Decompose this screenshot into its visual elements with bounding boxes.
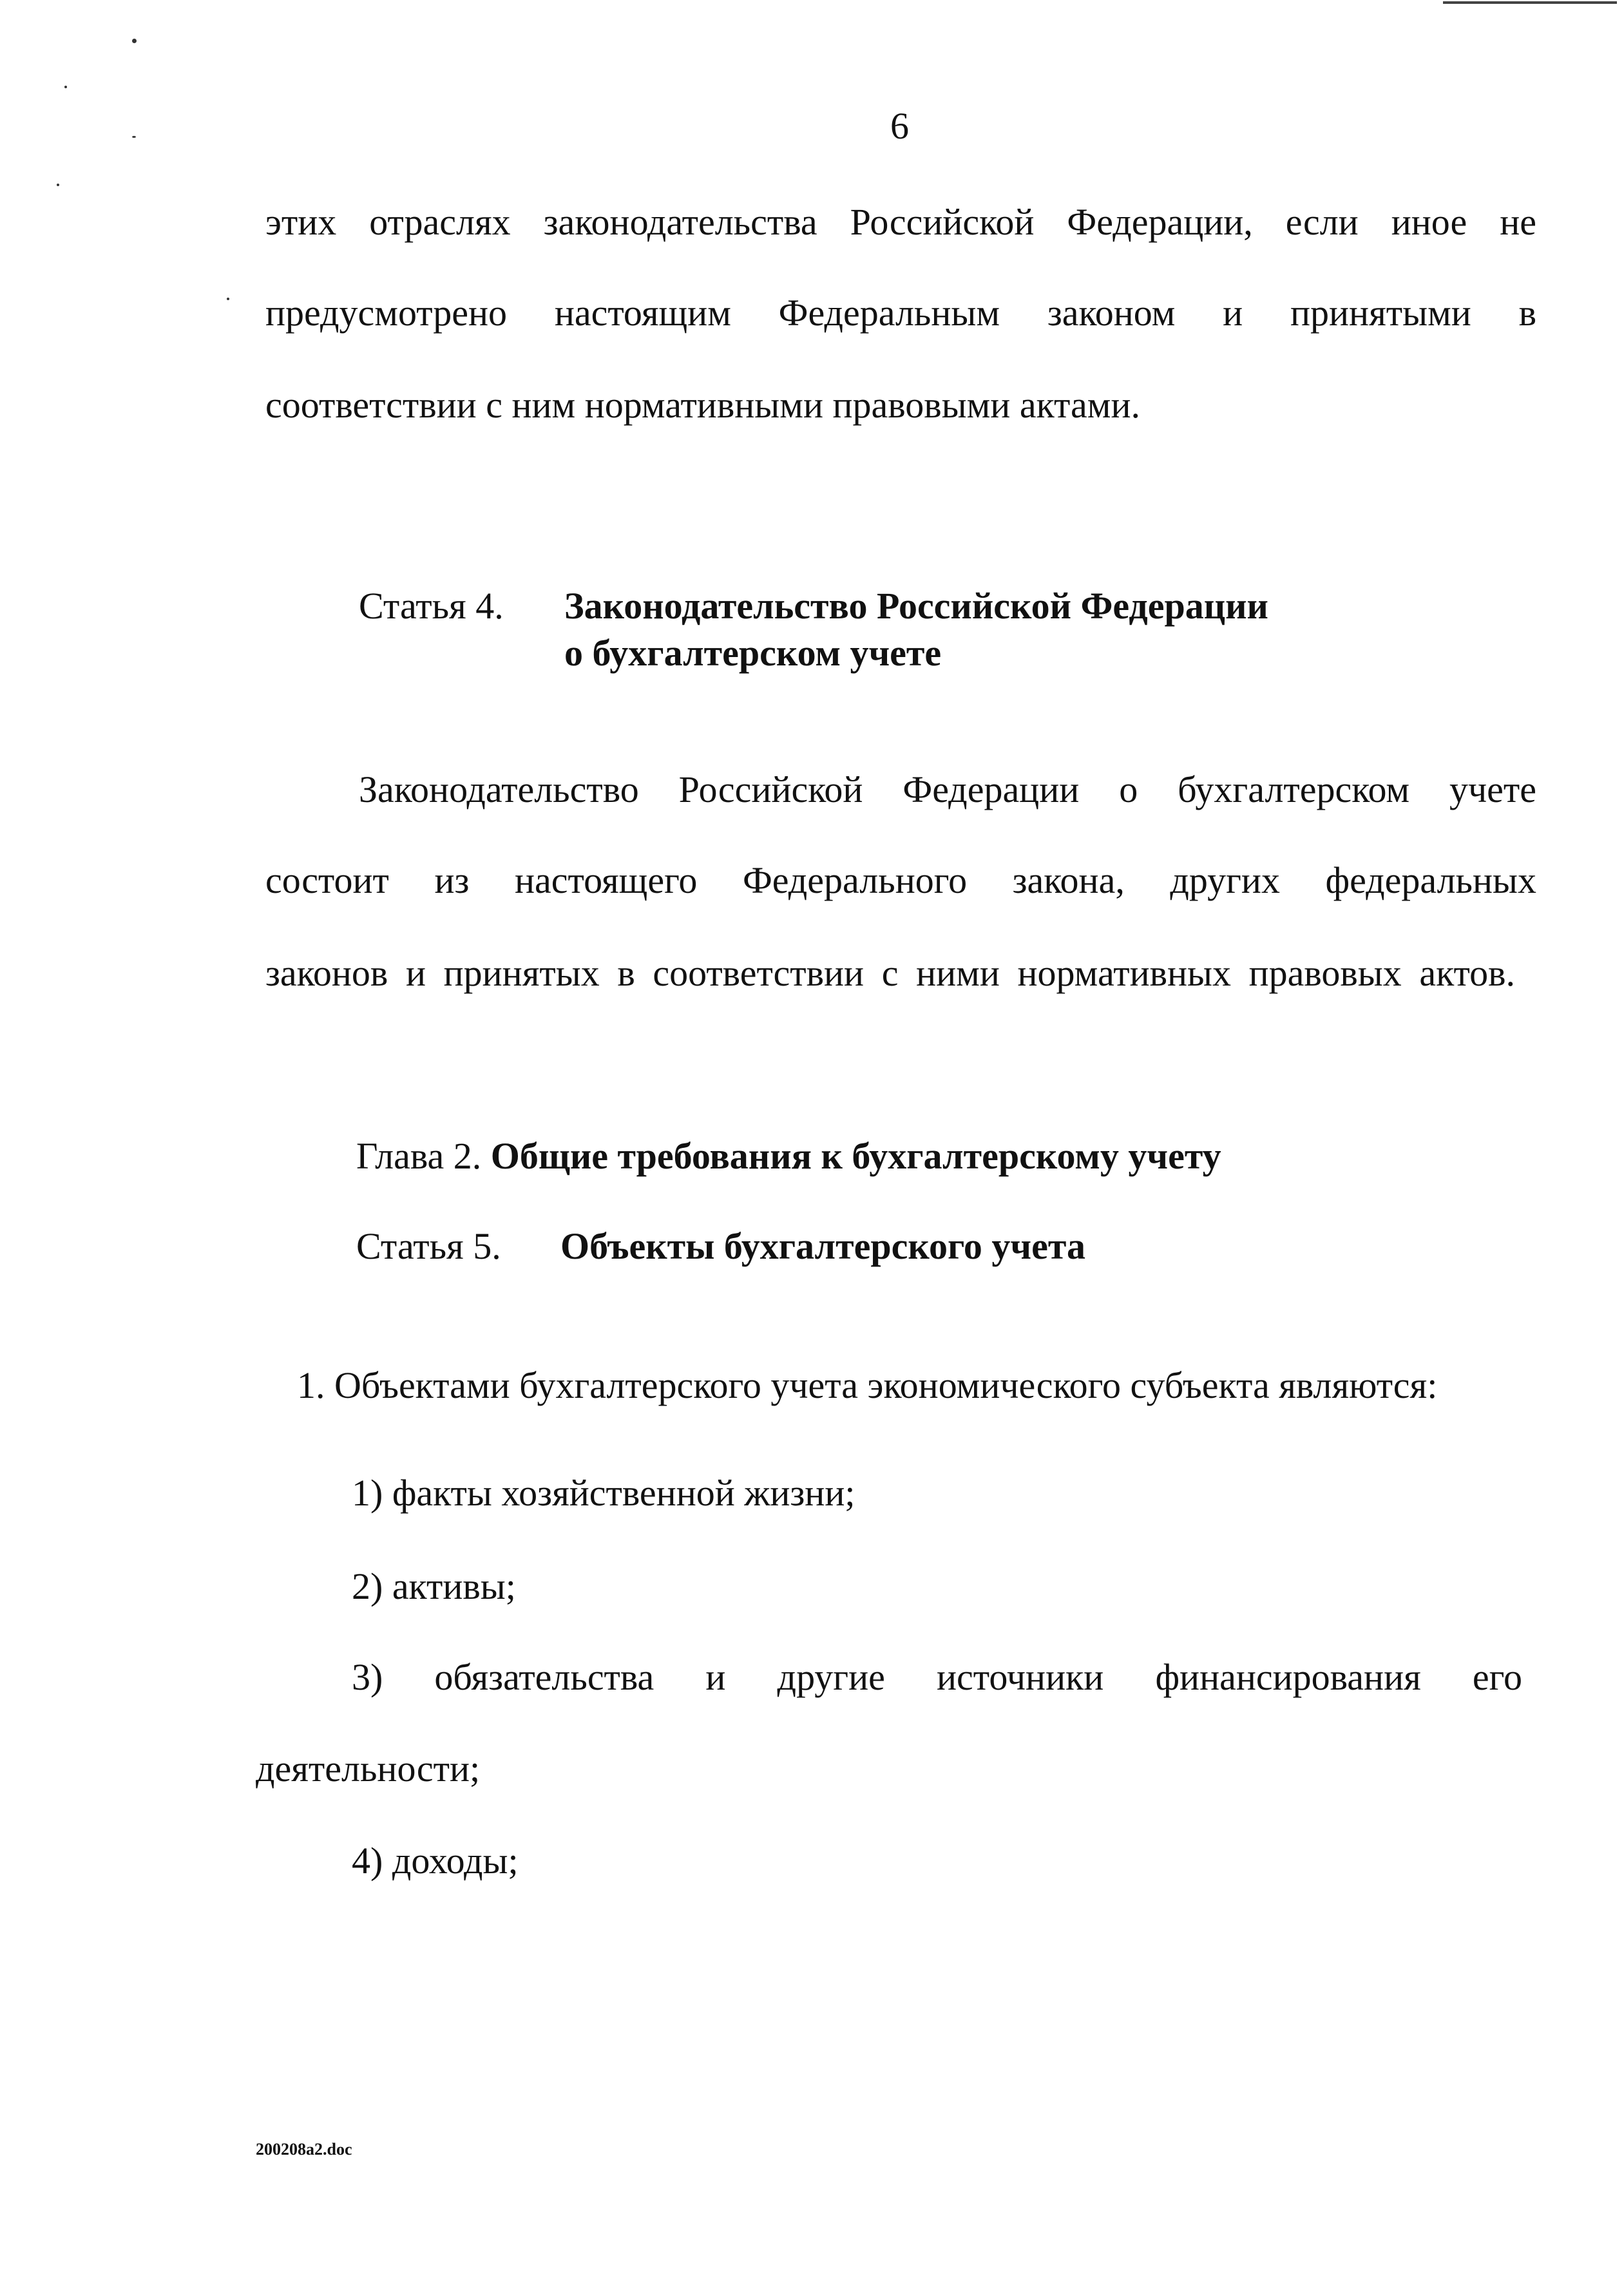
- list-item: 2) активы;: [352, 1565, 516, 1607]
- list-item: 1) факты хозяйственной жизни;: [352, 1472, 855, 1514]
- list-item: 3) обязательства и другие источники финансирования его: [352, 1656, 1522, 1698]
- scan-speck: [57, 184, 59, 186]
- article4-text-line: законов и принятых в соответствии с ними нормативных правовых актов.: [265, 952, 1515, 994]
- chapter2-heading: [356, 1134, 1221, 1179]
- article4-title: Законодательство Российской Федерации: [564, 585, 1268, 627]
- chapter2-title: Общие требования к бухгалтерскому учету: [490, 1135, 1221, 1177]
- paragraph-line: предусмотрено настоящим Федеральным законом и принятыми в: [265, 292, 1536, 334]
- article4-label: Статья 4.: [359, 585, 504, 627]
- scan-speck: [227, 298, 229, 300]
- article4-text-line: состоит из настоящего Федерального закона, других федеральных: [265, 859, 1536, 901]
- list-item-continuation: деятельности;: [256, 1748, 481, 1789]
- paragraph-line: соответствии с ним нормативными правовыми актами.: [265, 384, 1141, 426]
- article4-title: о бухгалтерском учете: [564, 632, 942, 674]
- scan-speck: [64, 86, 67, 88]
- paragraph-line: этих отраслях законодательства Российской Федерации, если иное не: [265, 201, 1536, 243]
- chapter2-label: Глава 2.: [356, 1135, 482, 1177]
- article5-label: Статья 5.: [356, 1225, 501, 1267]
- list-item: 4) доходы;: [352, 1840, 519, 1882]
- scan-speck: [132, 39, 137, 43]
- scan-speck: [132, 136, 136, 138]
- footer-filename: 200208a2.doc: [256, 2140, 352, 2159]
- article5-title: Объекты бухгалтерского учета: [560, 1225, 1086, 1267]
- scan-top-rule: [1443, 1, 1617, 4]
- page-number: 6: [890, 105, 909, 147]
- article4-text-line: Законодательство Российской Федерации о бухгалтерском учете: [359, 768, 1536, 810]
- article5-intro: 1. Объектами бухгалтерского учета экономического субъекта являются:: [297, 1364, 1438, 1406]
